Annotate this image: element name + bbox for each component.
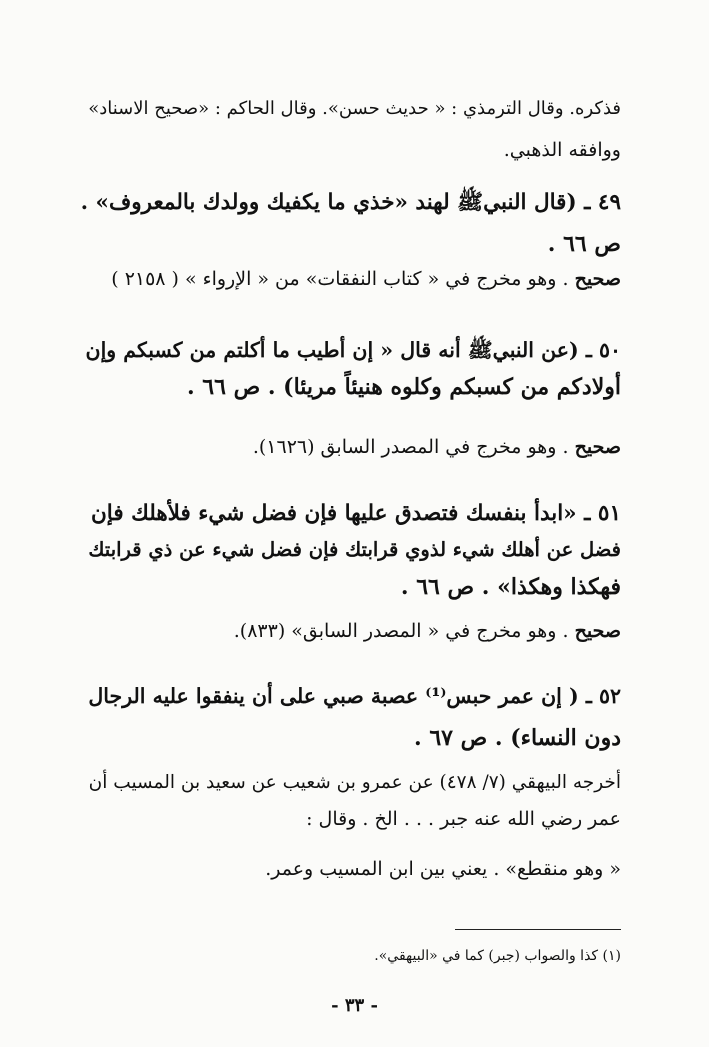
hadith-52-page-ref: دون النساء) . ص ٦٧ . <box>414 725 621 751</box>
grade-source: . وهو مخرج في المصدر السابق (١٦٢٦). <box>252 436 569 458</box>
hadith-49-grading <box>81 268 621 291</box>
page-number: - ٣٣ - <box>331 995 378 1016</box>
takhrij-line: أخرجه البيهقي (٧/ ٤٧٨) عن عمرو بن شعيب عن سعيد بن المسيب أن <box>88 772 621 793</box>
grade-label: صحيح <box>574 268 621 290</box>
grade-source: . وهو مخرج في « المصدر السابق» (٨٣٣). <box>233 620 569 642</box>
footnote-separator <box>455 929 621 930</box>
hadith-49-heading: ٤٩ ـ (قال النبيﷺ لهند «خذي ما يكفيك وولدك بالمعروف» . <box>80 190 621 215</box>
hadith-51-heading-cont: فضل عن أهلك شيء لذوي قرابتك فإن فضل شيء عن ذي قرابتك <box>88 538 621 561</box>
text-line: فذكره. وقال الترمذي : « حديث حسن». وقال الحاكم : «صحيح الاسناد» <box>88 98 621 119</box>
hadith-51-grading <box>81 620 621 643</box>
grade-source: . وهو مخرج في « كتاب النفقات» من « الإرواء » ( ٢١٥٨ ) <box>111 268 569 290</box>
hadith-52-heading: ٥٢ ـ ( إن عمر حبس⁽¹⁾ عصبة صبي على أن ينفقوا عليه الرجال <box>88 684 621 708</box>
hadith-50-heading-cont: أولادكم من كسبكم وكلوه هنيئاً مريئا) . ص ٦٦ . <box>186 374 621 400</box>
footnote: (١) كذا والصواب (جبر) كما في «البيهقي». <box>374 948 621 964</box>
grade-label: صحيح <box>574 620 621 642</box>
takhrij-line: عمر رضي الله عنه جبر . . . الخ . وقال : <box>306 808 621 830</box>
hadith-50-heading: ٥٠ ـ (عن النبيﷺ أنه قال « إن أطيب ما أكلتم من كسبكم وإن <box>85 338 621 362</box>
takhrij-quote: « وهو منقطع» . يعني بين ابن المسيب وعمر. <box>265 858 621 880</box>
hadith-50-grading <box>81 436 621 459</box>
hadith-51-page-ref: فهكذا وهكذا» . ص ٦٦ . <box>400 574 621 600</box>
grade-label: صحيح <box>574 436 621 458</box>
hadith-51-heading: ٥١ ـ «ابدأ بنفسك فتصدق عليها فإن فضل شيء فلأهلك فإن <box>91 501 621 526</box>
text-line: ووافقه الذهبي. <box>503 139 621 161</box>
hadith-49-page-ref: ص ٦٦ . <box>547 231 621 257</box>
